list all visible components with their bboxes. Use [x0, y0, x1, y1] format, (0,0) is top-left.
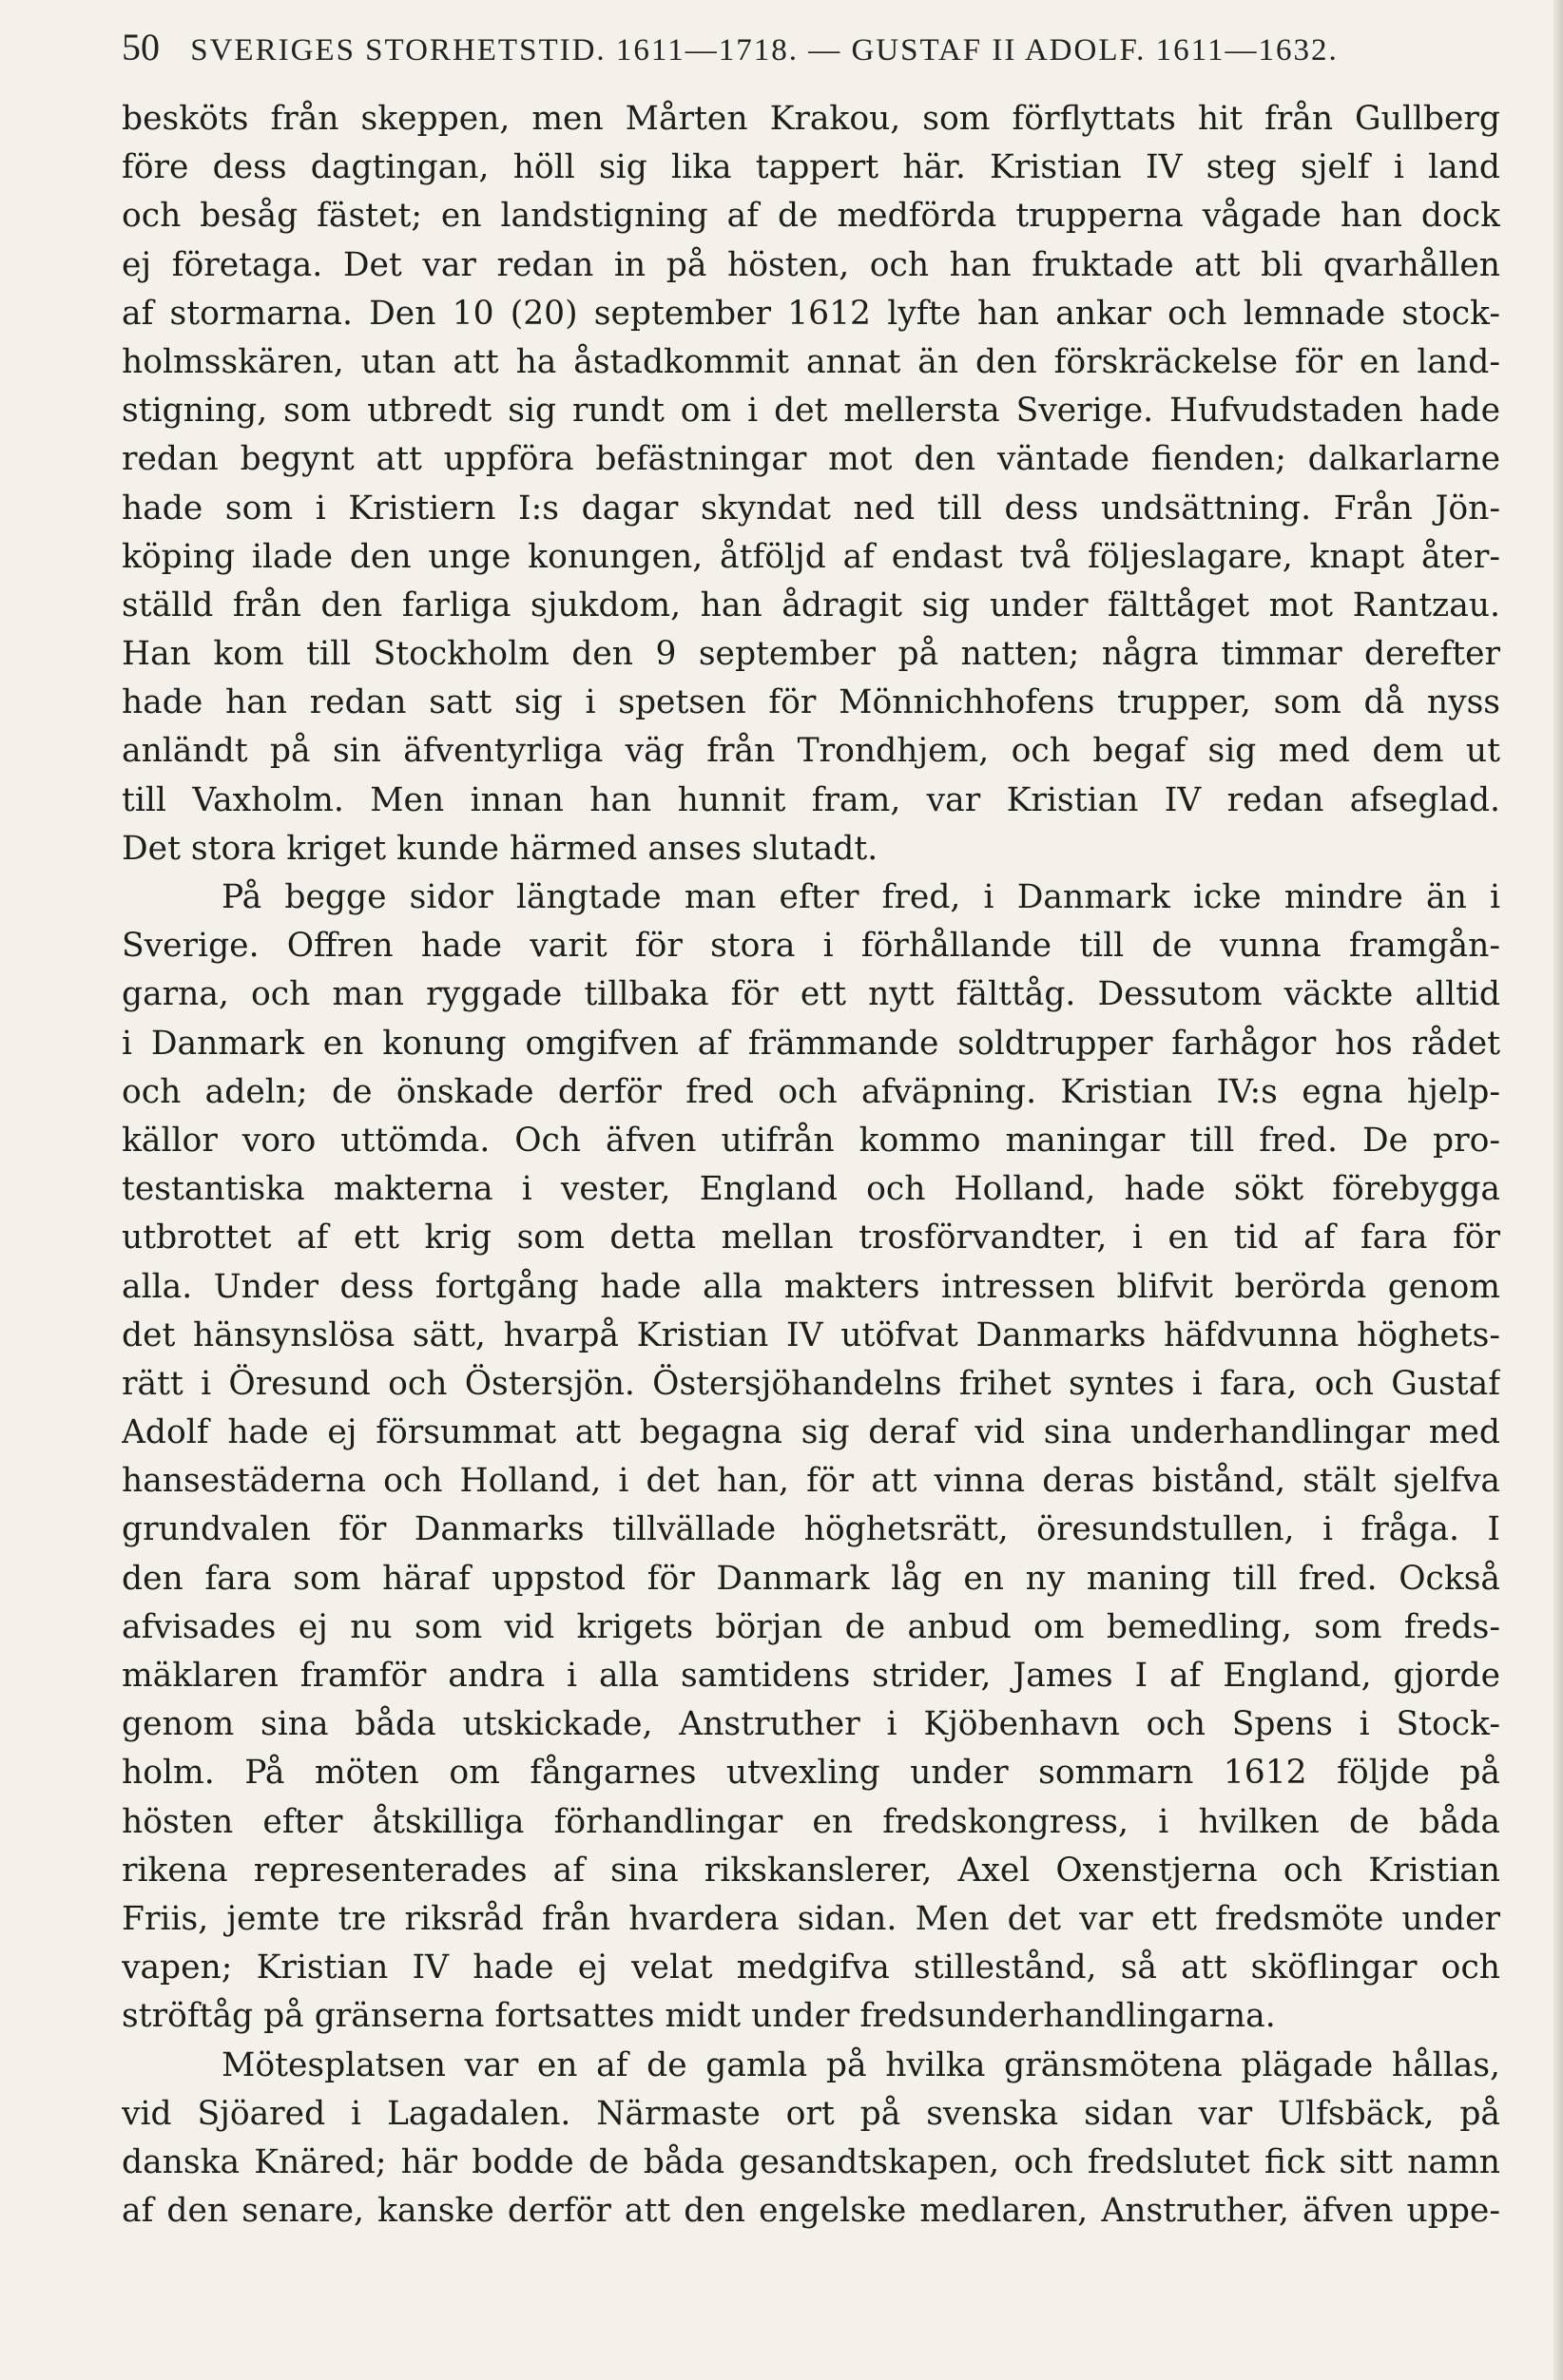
text-line: grundvalen för Danmarks tillvällade höghetsrätt, öresundstullen, i fråga. I: [122, 1510, 1500, 1549]
text-line: holm. På möten om fångarnes utvexling under sommarn 1612 följde på: [122, 1754, 1500, 1793]
text-line: Friis, jemte tre riksråd från hvardera sidan. Men det var ett fredsmöte under: [122, 1899, 1500, 1938]
text-line: genom sina båda utskickade, Anstruther i Kjöbenhavn och Spens i Stock-: [122, 1705, 1500, 1744]
text-line: det hänsynslösa sätt, hvarpå Kristian IV utöfvat Danmarks häfdvunna höghets-: [122, 1315, 1500, 1354]
text-line: mäklaren framför andra i alla samtidens strider, James I af England, gjorde: [122, 1657, 1500, 1695]
text-line: rätt i Öresund och Östersjön. Östersjöhandelns frihet syntes i fara, och Gustaf: [122, 1364, 1500, 1403]
text-line: rikena representerades af sina rikskanslerer, Axel Oxenstjerna och Kristian: [122, 1851, 1500, 1890]
text-line: anländt på sin äfventyrliga väg från Trondhjem, och begaf sig med dem ut: [122, 732, 1500, 771]
text-line: före dess dagtingan, höll sig lika tappert här. Kristian IV steg sjelf i land: [122, 148, 1500, 187]
text-line: Han kom till Stockholm den 9 september på natten; några timmar derefter: [122, 635, 1500, 674]
text-line: hade han redan satt sig i spetsen för Mönnichhofens trupper, som då nyss: [122, 683, 1500, 722]
text-line: testantiska makterna i vester, England och Holland, hade sökt förebygga: [122, 1170, 1500, 1209]
text-line: ej företaga. Det var redan in på hösten, och han fruktade att bli qvarhållen: [122, 245, 1500, 284]
text-line: ströftåg på gränserna fortsattes midt under fredsunderhandlingarna.: [122, 1997, 1276, 2036]
text-line: till Vaxholm. Men innan han hunnit fram, var Kristian IV redan afseglad.: [122, 780, 1500, 819]
text-line: i Danmark en konung omgifven af främmande soldtrupper farhågor hos rådet: [122, 1024, 1500, 1063]
text-line: hansestäderna och Holland, i det han, för att vinna deras bistånd, stält sjelfva: [122, 1462, 1500, 1501]
text-line: holmsskären, utan att ha åstadkommit annat än den förskräckelse för en land-: [122, 342, 1500, 381]
text-line: vid Sjöared i Lagadalen. Närmaste ort på svenska sidan var Ulfsbäck, på: [122, 2094, 1500, 2133]
text-line: stigning, som utbredt sig rundt om i det mellersta Sverige. Hufvudstaden hade: [122, 392, 1500, 431]
text-line: alla. Under dess fortgång hade alla makters intressen blifvit berörda genom: [122, 1267, 1500, 1306]
text-line: hade som i Kristiern I:s dagar skyndat ned till dess undsättning. Från Jön-: [122, 489, 1500, 528]
text-line: af stormarna. Den 10 (20) september 1612 lyfte han ankar och lemnade stock-: [122, 294, 1500, 333]
text-line: afvisades ej nu som vid krigets början de anbud om bemedling, som freds-: [122, 1607, 1500, 1646]
text-line: garna, och man ryggade tillbaka för ett nytt fälttåg. Dessutom väckte alltid: [122, 975, 1500, 1014]
text-line: besköts från skeppen, men Mårten Krakou, som förflyttats hit från Gullberg: [122, 100, 1500, 138]
text-line: vapen; Kristian IV hade ej velat medgifva stillestånd, så att sköflingar och: [122, 1948, 1500, 1987]
text-line: hösten efter åtskilliga förhandlingar en fredskongress, i hvilken de båda: [122, 1802, 1500, 1841]
page-number: 50: [122, 26, 160, 68]
text-line: den fara som häraf uppstod för Danmark låg en ny maning till fred. Också: [122, 1559, 1500, 1598]
text-line: Sverige. Offren hade varit för stora i förhållande till de vunna framgån-: [122, 927, 1500, 966]
text-line: På begge sidor längtade man efter fred, i Danmark icke mindre än i: [222, 878, 1500, 916]
text-line: och besåg fästet; en landstigning af de medförda trupperna vågade han dock: [122, 197, 1500, 236]
text-line: ställd från den farliga sjukdom, han ådragit sig under fälttåget mot Rantzau.: [122, 585, 1500, 624]
text-line: och adeln; de önskade derför fred och afväpning. Kristian IV:s egna hjelp-: [122, 1072, 1500, 1111]
text-line: Adolf hade ej försummat att begagna sig deraf vid sina underhandlingar med: [122, 1413, 1500, 1452]
text-line: köping ilade den unge konungen, åtföljd af endast två följeslagare, knapt åter-: [122, 537, 1500, 576]
text-line: redan begynt att uppföra befästningar mot den väntade fienden; dalkarlarne: [122, 440, 1500, 479]
text-line: utbrottet af ett krig som detta mellan trosförvandter, i en tid af fara för: [122, 1219, 1500, 1257]
text-line: af den senare, kanske derför att den engelske medlaren, Anstruther, äfven uppe-: [122, 2192, 1500, 2231]
running-header: [122, 25, 1453, 69]
text-line: Det stora kriget kunde härmed anses slutadt.: [122, 829, 878, 868]
text-line: Mötesplatsen var en af de gamla på hvilka gränsmötena plägade hållas,: [222, 2045, 1500, 2084]
text-line: danska Knäred; här bodde de båda gesandtskapen, och fredslutet fick sitt namn: [122, 2142, 1500, 2181]
page-edge: [1553, 0, 1563, 2380]
running-title: SVERIGES STORHETSTID. 1611—1718. — GUSTAF II ADOLF. 1611—1632.: [190, 33, 1339, 67]
text-line: källor voro uttömda. Och äfven utifrån kommo maningar till fred. De pro-: [122, 1121, 1500, 1160]
body-text: [122, 95, 1500, 2236]
